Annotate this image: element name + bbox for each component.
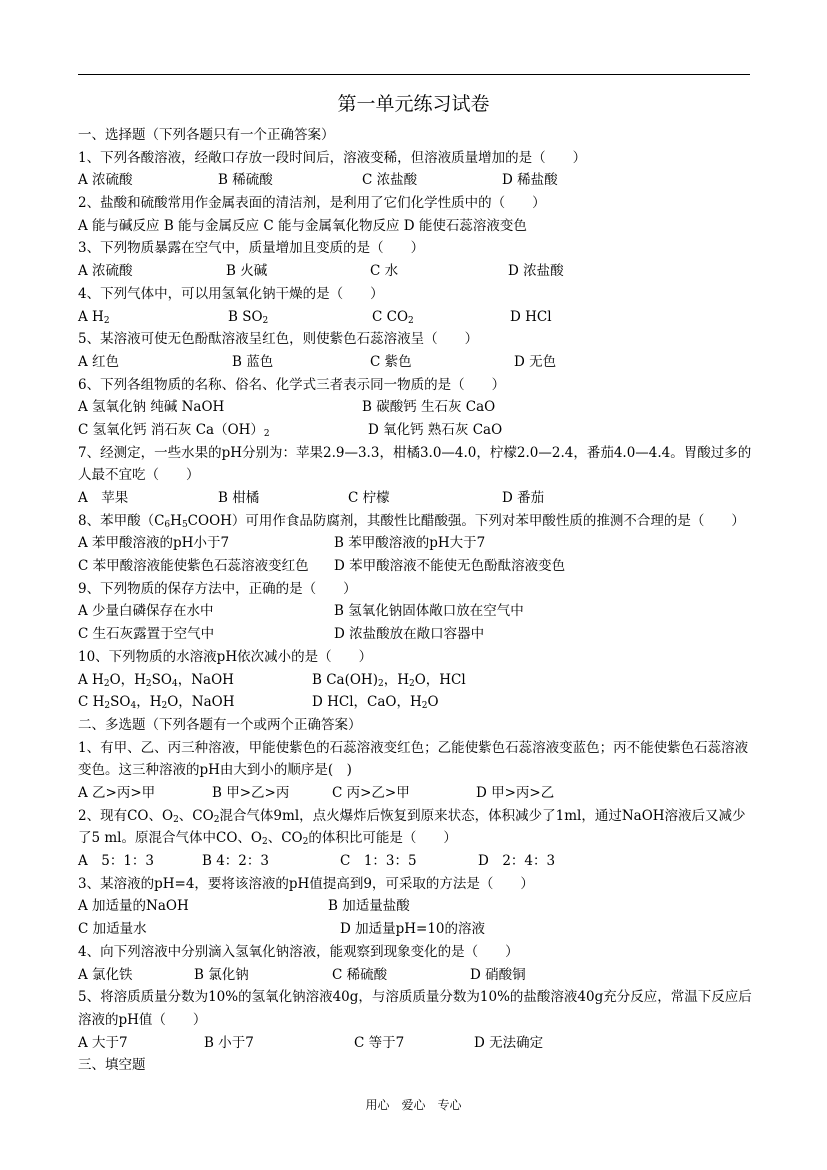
multi-question-3-options-row1 <box>78 895 753 918</box>
option-a: A 红色 <box>78 353 120 370</box>
option-b: B 氢氧化钠固体敞口放在空气中 <box>334 603 524 620</box>
question-9-options-row2 <box>78 623 753 646</box>
section-heading-multi: 二、多选题（下列各题有一个或两个正确答案） <box>78 716 362 733</box>
option-c: C $H_2SO_4$，$H_2O$，NaOH <box>78 694 235 712</box>
question-3-stem: 3、下列物质暴露在空气中，质量增加且变质的是（ ） <box>78 240 425 257</box>
question-2-stem: 2、盐酸和硫酸常用作金属表面的清洁剂，是利用了它们化学性质中的（ ） <box>78 195 546 212</box>
option-b: B 稀硫酸 <box>218 172 273 189</box>
multi-question-2-options <box>78 850 753 873</box>
option-b: B 苯甲酸溶液的pH大于7 <box>334 535 486 552</box>
multi-question-4-options <box>78 964 753 987</box>
option-a: A 浓硫酸 <box>78 263 133 280</box>
page-footer: 用心 爱心 专心 <box>365 1098 462 1112</box>
multi-question-4-stem: 4、向下列溶液中分别滴入氢氧化钠溶液，能观察到现象变化的是（ ） <box>78 943 519 960</box>
option-c: C 稀硫酸 <box>332 966 388 983</box>
question-8-stem: 8、苯甲酸$(C_6H_5COOH)$可用作食品防腐剂，其酸性比醋酸强。下列对苯甲酸性质的推测不合理的是（ ） <box>78 512 745 530</box>
question-5-stem: 5、某溶液可使无色酚酞溶液呈红色，则使紫色石蕊溶液呈（ ） <box>78 331 479 348</box>
question-2-options: A 能与碱反应 B 能与金属反应 C 能与金属氧化物反应 D 能使石蕊溶液变色 <box>78 217 527 234</box>
option-a: A $H_2$ <box>78 308 110 326</box>
option-d: D 无法确定 <box>474 1034 544 1051</box>
question-6-stem: 6、下列各组物质的名称、俗名、化学式三者表示同一物质的是（ ） <box>78 376 506 393</box>
option-a: A 大于7 <box>78 1034 128 1051</box>
question-8-options-row2 <box>78 555 753 578</box>
option-b: B $SO_2$ <box>228 308 269 326</box>
section-heading-choice: 一、选择题（下列各题只有一个正确答案） <box>78 127 335 143</box>
option-c: C 1：3：5 <box>340 853 417 870</box>
question-9-stem: 9、下列物质的保存方法中，正确的是（ ） <box>78 580 357 597</box>
option-a: A 少量白磷保存在水中 <box>78 603 214 620</box>
question-6-options-row1 <box>78 396 753 419</box>
question-1-options <box>78 169 753 192</box>
option-a: A 5：1：3 <box>78 853 155 870</box>
option-d: D HCl <box>510 308 552 325</box>
question-5-options <box>78 351 753 374</box>
question-6-options-row2 <box>78 419 753 442</box>
option-c: C 加适量水 <box>78 921 147 938</box>
multi-question-1-stem: 1、有甲、乙、丙三种溶液，甲能使紫色的石蕊溶液变红色；乙能使紫色石蕊溶液变蓝色；丙不能使紫色石蕊溶液变色。这三种溶液的pH由大到小的顺序是( ) <box>78 739 749 779</box>
option-c: C 氢氧化钙 消石灰 $Ca(OH)_2$ <box>78 421 270 439</box>
option-d: D 番茄 <box>502 490 545 507</box>
option-d: D 浓盐酸放在敞口容器中 <box>334 626 485 643</box>
question-8-options-row1 <box>78 532 753 555</box>
multi-question-3-stem: 3、某溶液的pH=4，要将该溶液的pH值提高到9，可采取的方法是（ ） <box>78 875 534 892</box>
question-7-stem: 7、经测定，一些水果的pH分别为：苹果2.9—3.3，柑橘3.0—4.0，柠檬2.0—2.4，番茄4.0—4.4。胃酸过多的人最不宜吃（ ） <box>78 444 752 484</box>
option-d: D 浓盐酸 <box>508 263 564 280</box>
option-a: A 乙>丙>甲 <box>78 785 156 801</box>
option-a: A 氢氧化钠 纯碱 NaOH <box>78 399 225 416</box>
option-d: D 甲>丙>乙 <box>476 785 555 801</box>
question-4-stem: 4、下列气体中，可以用氢氧化钠干燥的是（ ） <box>78 285 384 302</box>
header-rule <box>78 74 750 75</box>
multi-question-2-stem: 2、现有CO、$O_2$、$CO_2$混合气体9ml，点火爆炸后恢复到原来状态，体积减少了1ml，通过NaOH溶液后又减少了5 ml。原混合气体中CO、$O_2$、$CO_2$的体积比可能是（ ） <box>78 807 746 848</box>
option-c: C 紫色 <box>370 353 412 370</box>
option-a: A 浓硫酸 <box>78 172 133 189</box>
option-b: B 火碱 <box>226 263 268 280</box>
option-c: C 浓盐酸 <box>362 172 418 189</box>
option-c: C 等于7 <box>354 1034 405 1051</box>
multi-question-3-options-row2 <box>78 918 753 941</box>
option-b: B 柑橘 <box>218 490 260 507</box>
question-3-options <box>78 260 753 283</box>
multi-question-5-stem: 5、将溶质质量分数为10%的氢氧化钠溶液40g，与溶质质量分数为10%的盐酸溶液40g充分反应，常温下反应后溶液的pH值（ ） <box>78 989 752 1028</box>
option-d: D 加适量pH=10的溶液 <box>340 921 486 938</box>
multi-question-1-options <box>78 782 753 805</box>
multi-question-5-options <box>78 1032 753 1055</box>
option-d: D 苯甲酸溶液不能使无色酚酞溶液变色 <box>334 558 566 575</box>
exam-content <box>78 124 753 1077</box>
question-10-options-row2 <box>78 691 753 714</box>
question-1-stem: 1、下列各酸溶液，经敞口存放一段时间后，溶液变稀，但溶液质量增加的是（ ） <box>78 149 587 166</box>
section-heading-fill: 三、填空题 <box>78 1057 146 1074</box>
question-7-options <box>78 487 753 510</box>
option-b: B $Ca(OH)_2$，$H_2O$，HCl <box>312 671 466 689</box>
page-title: 第一单元练习试卷 <box>337 93 490 115</box>
option-c: C 生石灰露置于空气中 <box>78 626 215 643</box>
option-d: D 硝酸铜 <box>470 966 526 983</box>
option-d: D 稀盐酸 <box>502 172 558 189</box>
question-10-stem: 10、下列物质的水溶液pH依次减小的是（ ） <box>78 648 373 665</box>
option-b: B 甲>乙>丙 <box>212 785 290 801</box>
question-9-options-row1 <box>78 600 753 623</box>
option-d: D HCl，CaO，$H_2O$ <box>312 694 439 712</box>
option-c: C $CO_2$ <box>372 308 414 326</box>
option-c: C 柠檬 <box>348 490 390 507</box>
option-c: C 丙>乙>甲 <box>332 785 410 801</box>
option-b: B 蓝色 <box>232 353 274 370</box>
option-d: D 2：4：3 <box>478 853 556 870</box>
question-4-options <box>78 306 753 329</box>
option-d: D 无色 <box>514 353 557 370</box>
option-b: B 加适量盐酸 <box>328 898 410 915</box>
option-a: A 苹果 <box>78 490 129 507</box>
option-a: A 加适量的NaOH <box>78 898 189 915</box>
option-a: A $H_2O$，$H_2SO_4$，NaOH <box>78 671 234 689</box>
option-c: C 水 <box>370 263 399 280</box>
option-a: A 苯甲酸溶液的pH小于7 <box>78 535 230 552</box>
option-a: A 氯化铁 <box>78 966 133 983</box>
question-10-options-row1 <box>78 669 753 692</box>
option-b: B 小于7 <box>204 1034 254 1051</box>
option-c: C 苯甲酸溶液能使紫色石蕊溶液变红色 <box>78 558 309 575</box>
option-b: B 4：2：3 <box>202 853 269 870</box>
option-d: D 氧化钙 熟石灰 CaO <box>368 421 503 438</box>
option-b: B 碳酸钙 生石灰 CaO <box>362 399 496 416</box>
option-b: B 氯化钠 <box>194 966 249 983</box>
